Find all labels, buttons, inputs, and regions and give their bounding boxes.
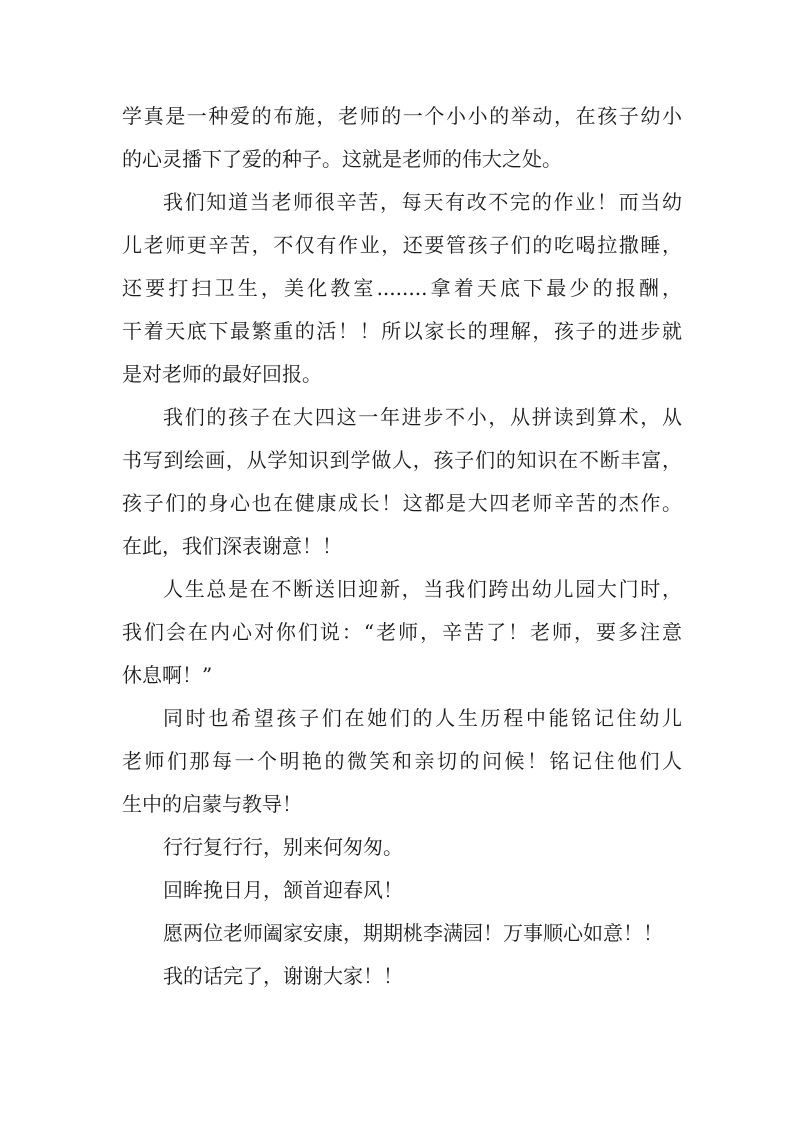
paragraph-2-line-4: 干着天底下最繁重的活！！所以家长的理解，孩子的进步就 bbox=[122, 319, 682, 343]
paragraph-1-line-1: 学真是一种爱的布施，老师的一个小小的举动，在孩子幼小 bbox=[122, 104, 682, 128]
paragraph-4-line-3: 休息啊！” bbox=[122, 663, 213, 687]
paragraph-6-line-1: 行行复行行，别来何匆匆。 bbox=[163, 835, 403, 859]
paragraph-5-line-3: 生中的启蒙与教导！ bbox=[122, 792, 302, 816]
paragraph-2-line-1: 我们知道当老师很辛苦，每天有改不完的作业！而当幼 bbox=[163, 190, 682, 214]
paragraph-3-line-3: 孩子们的身心也在健康成长！这都是大四老师辛苦的杰作。 bbox=[122, 491, 682, 515]
paragraph-2-line-2: 儿老师更辛苦，不仅有作业，还要管孩子们的吃喝拉撒睡， bbox=[122, 233, 682, 257]
paragraph-3-line-4: 在此，我们深表谢意！！ bbox=[122, 534, 342, 558]
paragraph-8-line-1: 愿两位老师阖家安康，期期桃李满园！万事顺心如意！！ bbox=[163, 921, 663, 945]
paragraph-4-line-2: 我们会在内心对你们说：“老师，辛苦了！老师，要多注意 bbox=[122, 620, 682, 644]
paragraph-1-line-2: 的心灵播下了爱的种子。这就是老师的伟大之处。 bbox=[122, 147, 562, 171]
paragraph-7-line-1: 回眸挽日月，颔首迎春风！ bbox=[163, 878, 403, 902]
paragraph-2-line-3: 还要打扫卫生，美化教室........拿着天底下最少的报酬， bbox=[122, 276, 682, 300]
paragraph-3-line-1: 我们的孩子在大四这一年进步不小，从拼读到算术，从 bbox=[163, 405, 682, 429]
paragraph-2-line-5: 是对老师的最好回报。 bbox=[122, 362, 322, 386]
paragraph-9-line-1: 我的话完了，谢谢大家！！ bbox=[163, 964, 403, 988]
paragraph-5-line-2: 老师们那每一个明艳的微笑和亲切的问候！铭记住他们人 bbox=[122, 749, 682, 773]
paragraph-3-line-2: 书写到绘画，从学知识到学做人，孩子们的知识在不断丰富， bbox=[122, 448, 682, 472]
paragraph-5-line-1: 同时也希望孩子们在她们的人生历程中能铭记住幼儿 bbox=[163, 706, 682, 730]
paragraph-4-line-1: 人生总是在不断送旧迎新，当我们跨出幼儿园大门时， bbox=[163, 577, 682, 601]
